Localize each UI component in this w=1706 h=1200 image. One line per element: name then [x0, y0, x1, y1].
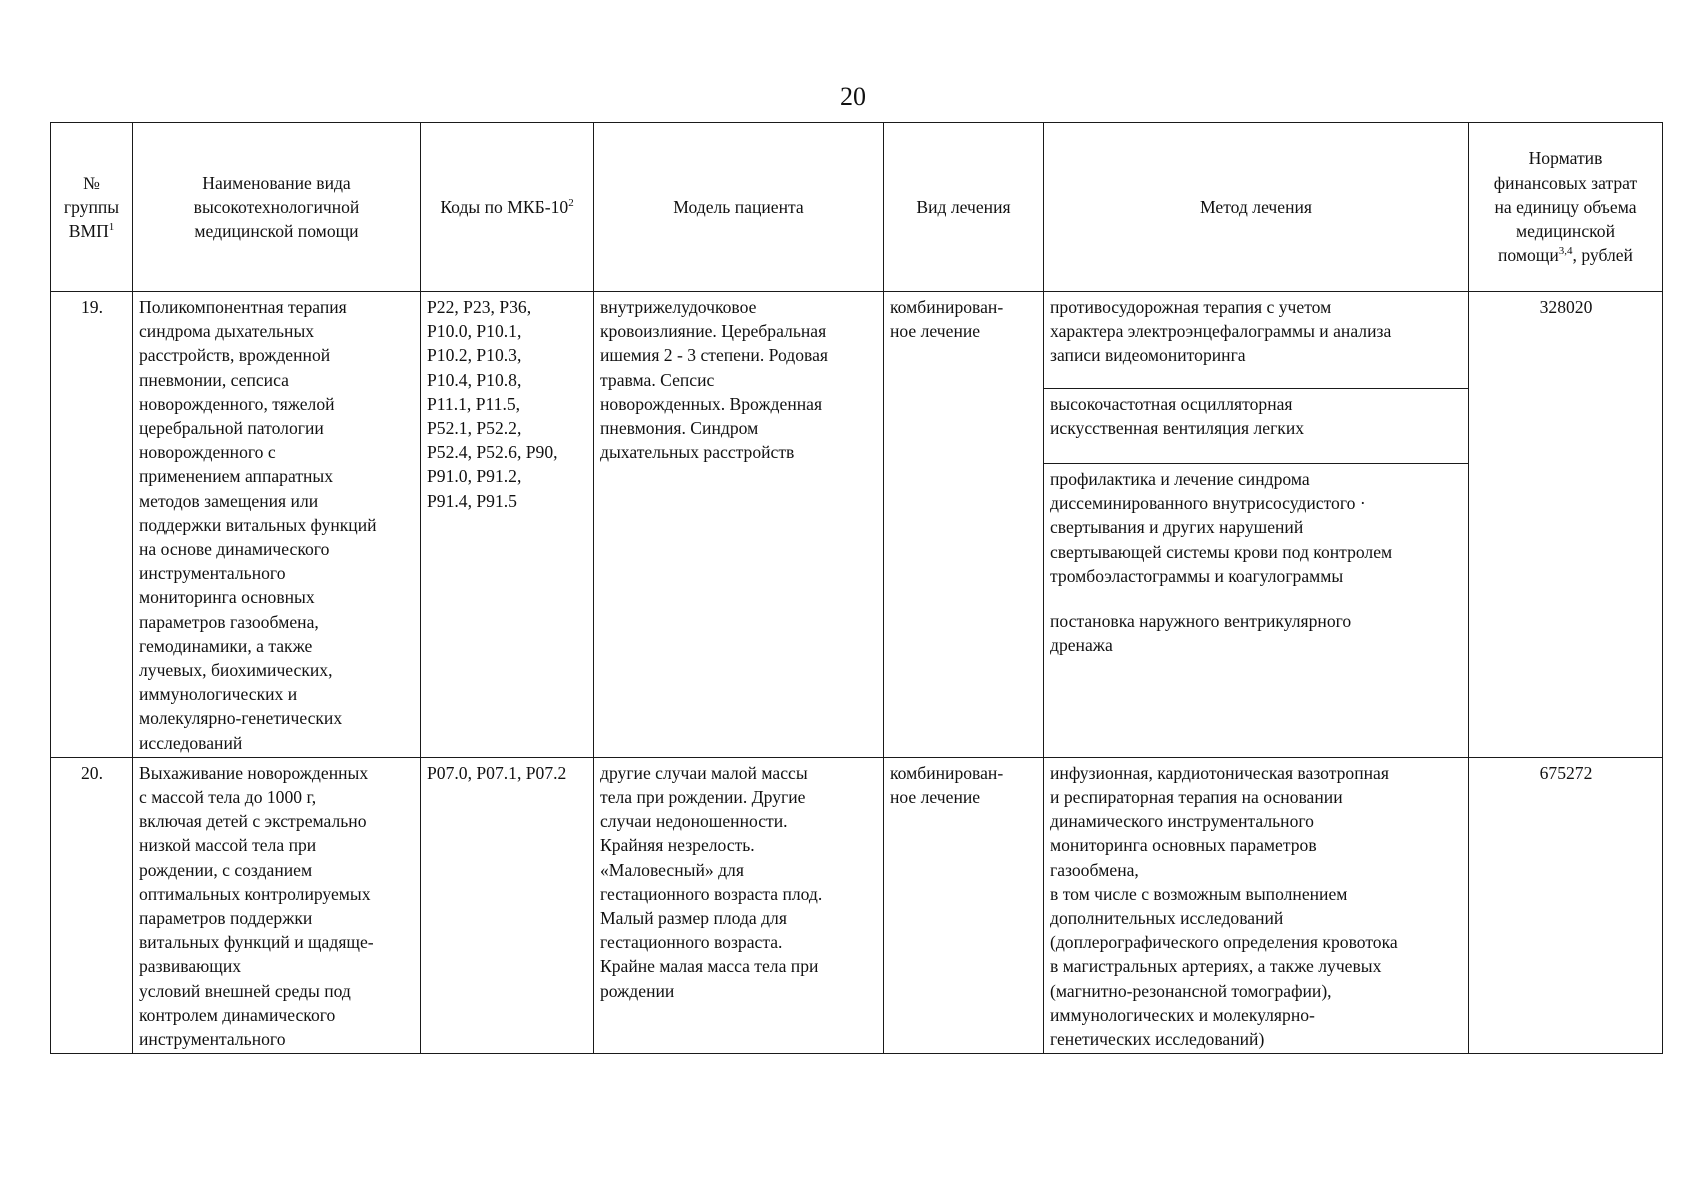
cost-cell: 675272 [1469, 757, 1663, 1053]
cost-cell: 328020 [1469, 292, 1663, 758]
care-name-cell: Поликомпонентная терапия синдрома дыхательных расстройств, врожденной пневмонии, сепсиса новорожденного, тяжелой церебральной патологии новорожденного с применением аппаратных методов замещения или поддержки витальных функций на основе динамического инструментального мониторинга основных параметров газообмена, гемодинамики, а также лучевых, биохимических, иммунологических и молекулярно-генетических исследований [133, 292, 421, 758]
header-treatment-type: Вид лечения [884, 123, 1044, 292]
header-row [51, 123, 1663, 292]
patient-model-cell: внутрижелудочковое кровоизлияние. Церебральная ишемия 2 - 3 степени. Родовая травма. Сепсис новорожденных. Врожденная пневмония. Синдром дыхательных расстройств [594, 292, 884, 758]
group-number-cell: 20. [51, 757, 133, 1053]
header-cost-standard: Норматив финансовых затрат на единицу объема медицинской помощи$^{3,4}$, рублей [1469, 123, 1663, 292]
header-patient-model: Модель пациента [594, 123, 884, 292]
method-item: постановка наружного вентрикулярного дренажа [1050, 611, 1352, 656]
header-group-number: № группы ВМП$^1$ [51, 123, 133, 292]
icd-codes-cell: P22, P23, P36, P10.0, P10.1, P10.2, P10.3, P10.4, P10.8, P11.1, P11.5, P52.1, P52.2, P52.4, P52.6, P90, P91.0, P91.2, P91.4, P91.5 [421, 292, 594, 758]
header-care-name: Наименование вида высокотехнологичной медицинской помощи [133, 123, 421, 292]
icd-codes-cell: P07.0, P07.1, P07.2 [421, 757, 594, 1053]
care-name-cell: Выхаживание новорожденных с массой тела до 1000 г, включая детей с экстремально низкой массой тела при рождении, с созданием оптимальных контролируемых параметров поддержки витальных функций и щадяще- развивающих условий внешней среды под контролем динамического инструментального [133, 757, 421, 1053]
page-number: 20 [840, 82, 866, 111]
method-item: профилактика и лечение синдрома диссеминированного внутрисосудистого · свертывания и других нарушений свертывающей системы крови под контролем тромбоэластограммы и коагулограммы [1050, 469, 1393, 586]
table-row [51, 757, 1663, 1053]
header-treatment-method: Метод лечения [1044, 123, 1469, 292]
method-item: противосудорожная терапия с учетом характера электроэнцефалограммы и анализа записи видеомониторинга [1044, 292, 1468, 389]
header-icd-codes: Коды по МКБ-$10^2$ [421, 123, 594, 292]
vmp-table [50, 122, 1663, 1054]
treatment-type-cell: комбинирован- ное лечение [884, 292, 1044, 758]
method-item: высокочастотная осцилляторная искусственная вентиляция легких [1044, 389, 1468, 464]
treatment-type-cell: комбинирован- ное лечение [884, 757, 1044, 1053]
group-number-cell: 19. [51, 292, 133, 758]
patient-model-cell: другие случаи малой массы тела при рождении. Другие случаи недоношенности. Крайняя незрелость. «Маловесный» для гестационного возраста плод. Малый размер плода для гестационного возраста. Крайне малая масса тела при рождении [594, 757, 884, 1053]
treatment-method-cell [1044, 292, 1469, 758]
table-row [51, 292, 1663, 758]
treatment-method-cell: инфузионная, кардиотоническая вазотропная и респираторная терапия на основании динамического инструментального мониторинга основных параметров газообмена, в том числе с возможным выполнением дополнительных исследований (доплерографического определения кровотока в магистральных артериях, а также лучевых (магнитно-резонансной томографии), иммунологических и молекулярно- генетических исследований) [1044, 757, 1469, 1053]
